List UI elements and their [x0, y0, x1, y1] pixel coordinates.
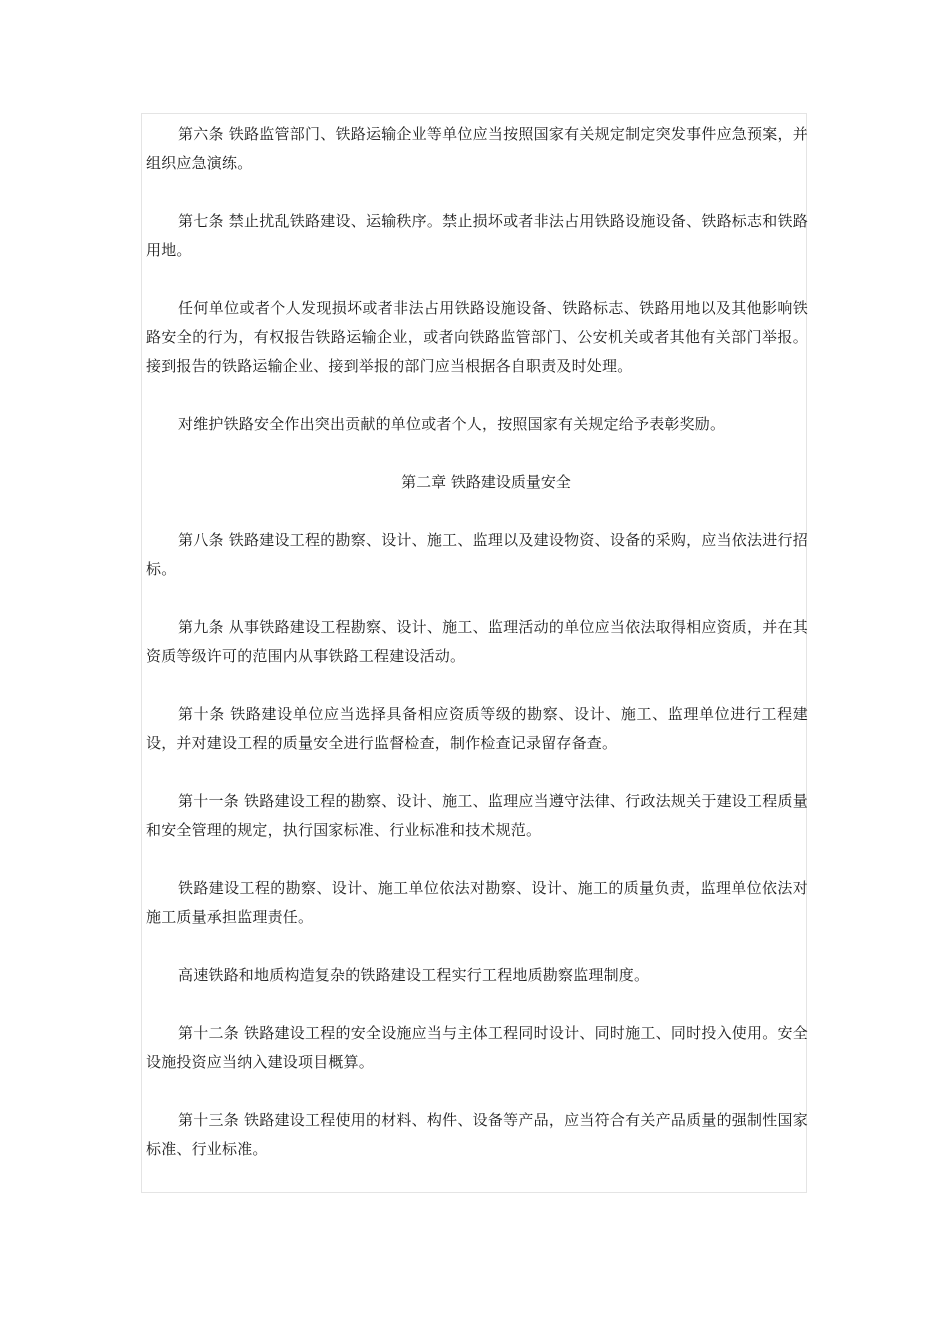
article-12: 第十二条 铁路建设工程的安全设施应当与主体工程同时设计、同时施工、同时投入使用。安全设施投资应当纳入建设项目概算。 [146, 1024, 808, 1071]
article-7-reward: 对维护铁路安全作出突出贡献的单位或者个人，按照国家有关规定给予表彰奖励。 [178, 415, 726, 433]
article-10: 第十条 铁路建设单位应当选择具备相应资质等级的勘察、设计、施工、监理单位进行工程建设，并对建设工程的质量安全进行监督检查，制作检查记录留存备查。 [146, 705, 808, 752]
chapter-heading: 第二章 铁路建设质量安全 [401, 473, 571, 491]
document-body [146, 120, 808, 1164]
article-9: 第九条 从事铁路建设工程勘察、设计、施工、监理活动的单位应当依法取得相应资质，并在其资质等级许可的范围内从事铁路工程建设活动。 [146, 618, 808, 665]
article-6: 第六条 铁路监管部门、铁路运输企业等单位应当按照国家有关规定制定突发事件应急预案，并组织应急演练。 [146, 125, 808, 172]
article-13: 第十三条 铁路建设工程使用的材料、构件、设备等产品，应当符合有关产品质量的强制性国家标准、行业标准。 [146, 1111, 808, 1158]
article-11-geology: 高速铁路和地质构造复杂的铁路建设工程实行工程地质勘察监理制度。 [178, 966, 650, 984]
article-7: 第七条 禁止扰乱铁路建设、运输秩序。禁止损坏或者非法占用铁路设施设备、铁路标志和铁路用地。 [146, 212, 808, 259]
article-8: 第八条 铁路建设工程的勘察、设计、施工、监理以及建设物资、设备的采购，应当依法进行招标。 [146, 531, 808, 578]
article-7-reporting: 任何单位或者个人发现损坏或者非法占用铁路设施设备、铁路标志、铁路用地以及其他影响铁路安全的行为，有权报告铁路运输企业，或者向铁路监管部门、公安机关或者其他有关部门举报。接到报告的铁路运输企业、接到举报的部门应当根据各自职责及时处理。 [146, 299, 808, 375]
article-11: 第十一条 铁路建设工程的勘察、设计、施工、监理应当遵守法律、行政法规关于建设工程质量和安全管理的规定，执行国家标准、行业标准和技术规范。 [146, 792, 808, 839]
article-11-responsibility: 铁路建设工程的勘察、设计、施工单位依法对勘察、设计、施工的质量负责，监理单位依法对施工质量承担监理责任。 [146, 879, 808, 926]
